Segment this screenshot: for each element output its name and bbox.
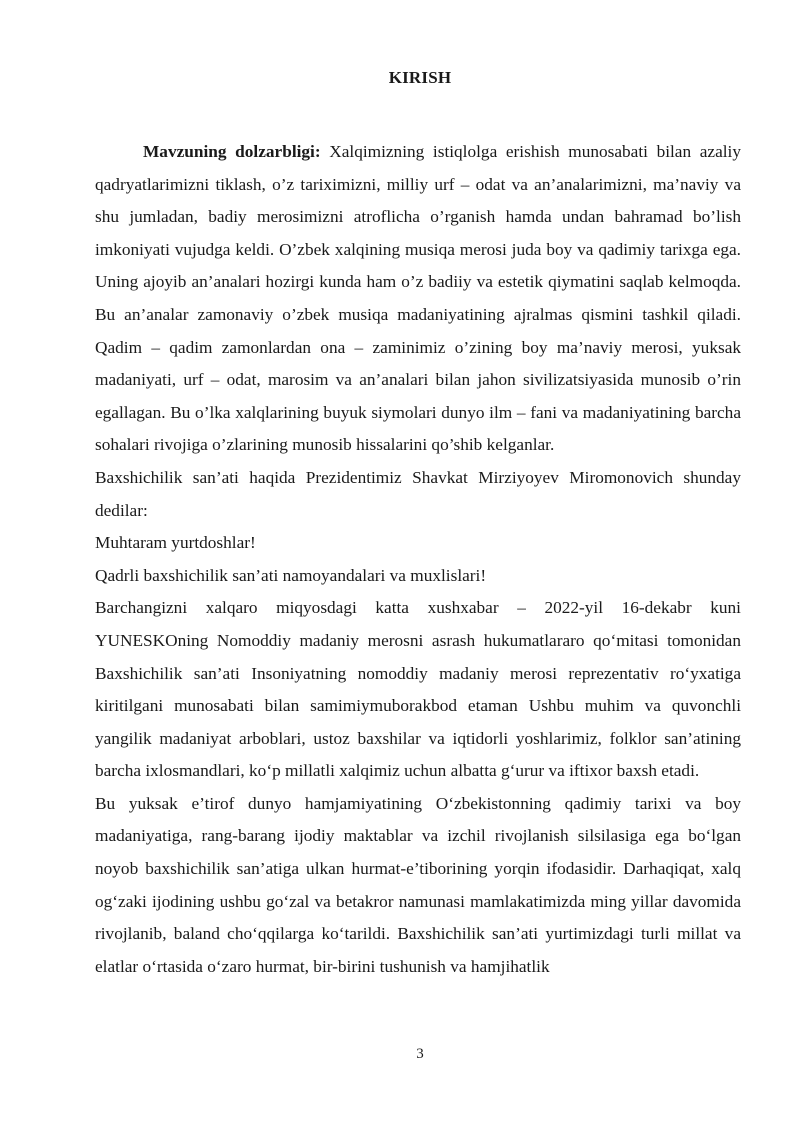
paragraph-recognition: Bu yuksak e’tirof dunyo hamjamiyatining O‘zbekistonning qadimiy tarixi va boy madaniyatiga, rang-barang ijodiy maktablar va izchil rivojlanish silsilasiga ega bo‘lgan noyob baxshichilik san’atiga ulkan hurmat-e’tiborining yorqin ifodasidir. Darhaqiqat, xalq og‘zaki ijodining ushbu go‘zal va betakror namunasi mamlakatimizda ming yillar davomida rivojlanib, baland cho‘qqilarga ko‘tarildi. Baxshichilik san’ati yurtimizdagi turli millat va elatlar o‘rtasida o‘zaro hurmat, bir-birini tushunish va hamjihatlik [95, 793, 741, 976]
document-body [95, 136, 741, 983]
page-title: KIRISH [388, 68, 452, 87]
paragraph-greeting-admirers: Qadrli baxshichilik san’ati namoyandalari va muxlislari! [95, 565, 487, 585]
paragraph-lead: Mavzuning dolzarbligi: [143, 142, 321, 161]
paragraph-relevance [95, 136, 741, 462]
paragraph-greeting-citizens: Muhtaram yurtdoshlar! [95, 533, 256, 553]
paragraph-president-intro: Baxshichilik san’ati haqida Prezidentimiz Shavkat Mirziyoyev Miromonovich shunday dedilar: [95, 467, 741, 520]
paragraph-unesco-news: Barchangizni xalqaro miqyosdagi katta xushxabar – 2022-yil 16-dekabr kuni YUNESKOning Nomoddiy madaniy merosni asrash hukumatlararo qo‘mitasi tomonidan Baxshichilik san’ati Insoniyatning nomoddiy madaniy merosi reprezentativ ro‘yxatiga kiritilgani munosabati bilan samimiymuborakbod etaman Ushbu muhim va quvonchli yangilik madaniyat arboblari, ustoz baxshilar va iqtidorli yoshlarimiz, folklor san’atining barcha ixlosmandlari, ko‘p millatli xalqimiz uchun albatta g‘urur va iftixor baxsh etadi. [95, 598, 741, 781]
page-number: 3 [416, 1046, 424, 1062]
paragraph-text: Xalqimizning istiqlolga erishish munosabati bilan azaliy qadryatlarimizni tiklash, o’z tariximizni, milliy urf – odat va an’analarimizni, ma’naviy va shu jumladan, badiy merosimizni atroflicha o’rganish hamda undan bahramad bo’lish imkoniyati vujudga keldi. O’zbek xalqining musiqa merosi juda boy va qadimiy tarixga ega. Uning ajoyib an’analari hozirgi kunda ham o’z badiiy va estetik qiymatini saqlab kelmoqda. Bu an’analar zamonaviy o’zbek musiqa madaniyatining ajralmas qismini tashkil qiladi. Qadim – qadim zamonlardan ona – zaminimiz o’zining boy ma’naviy merosi, yuksak madaniyati, urf – odat, marosim va an’analari bilan jahon sivilizatsiyasida munosib o’rin egallagan. Bu o’lka xalqlarining buyuk siymolari dunyo ilm – fani va madaniyatining barcha sohalari rivojiga o’zlarining munosib hissalarini qo’shib kelganlar. [95, 142, 742, 455]
